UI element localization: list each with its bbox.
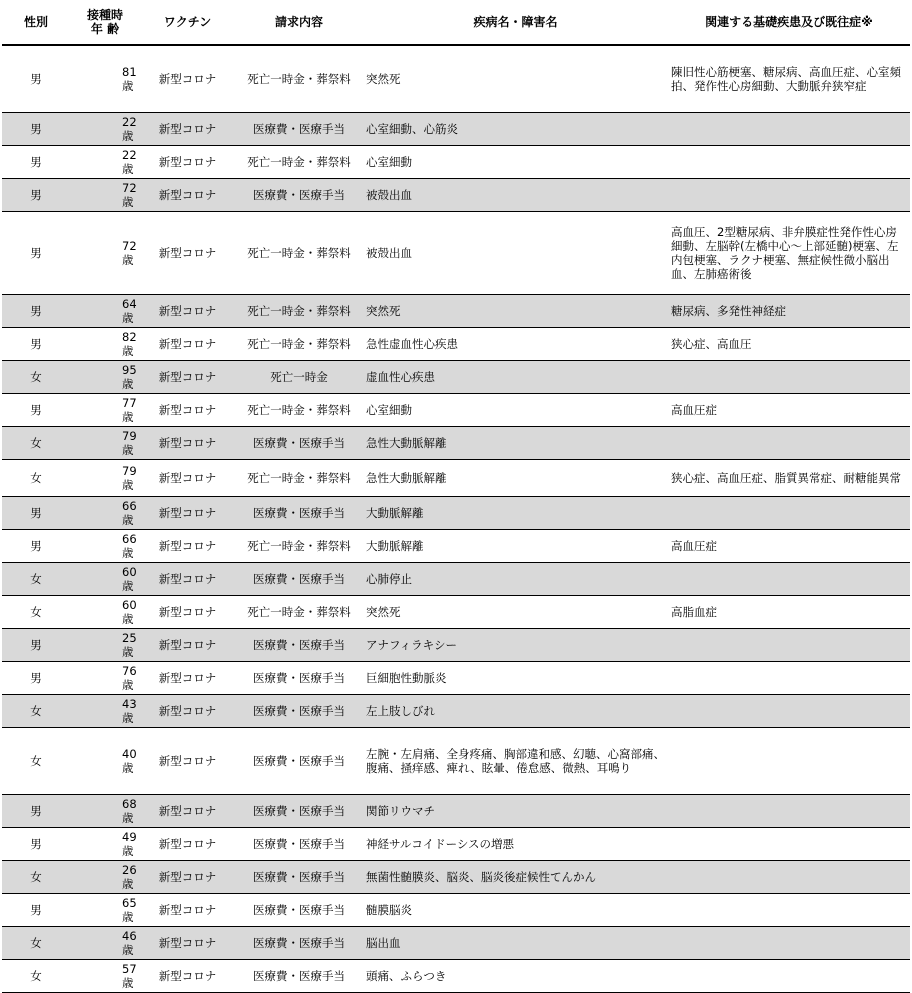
cell-history: [668, 861, 910, 894]
cell-disease: 左上肢しびれ: [363, 695, 668, 728]
cell-claim: 死亡一時金・葬祭料: [235, 530, 363, 563]
cell-sex: 男: [2, 295, 70, 328]
cell-vaccine: 新型コロナ: [140, 563, 235, 596]
cell-disease: 突然死: [363, 45, 668, 113]
cell-age: 66歳: [70, 497, 140, 530]
cell-sex: 女: [2, 960, 70, 993]
cell-history: [668, 563, 910, 596]
cell-age: 57歳: [70, 960, 140, 993]
cell-disease: 急性大動脈解離: [363, 460, 668, 497]
cell-vaccine: 新型コロナ: [140, 113, 235, 146]
cell-vaccine: 新型コロナ: [140, 361, 235, 394]
cell-claim: 医療費・医療手当: [235, 828, 363, 861]
cell-claim: 死亡一時金・葬祭料: [235, 45, 363, 113]
table-row: [2, 113, 910, 146]
table-row: [2, 728, 910, 795]
cell-history: [668, 179, 910, 212]
table-row: [2, 894, 910, 927]
table-row: [2, 695, 910, 728]
table-row: [2, 927, 910, 960]
claims-table: [2, 0, 910, 993]
header-history: 関連する基礎疾患及び既往症※: [668, 0, 910, 45]
cell-sex: 女: [2, 596, 70, 629]
cell-vaccine: 新型コロナ: [140, 427, 235, 460]
cell-age: 81歳: [70, 45, 140, 113]
cell-history: [668, 960, 910, 993]
cell-sex: 女: [2, 460, 70, 497]
cell-age: 79歳: [70, 460, 140, 497]
cell-vaccine: 新型コロナ: [140, 328, 235, 361]
cell-vaccine: 新型コロナ: [140, 497, 235, 530]
cell-age: 72歳: [70, 179, 140, 212]
cell-sex: 男: [2, 497, 70, 530]
cell-sex: 男: [2, 146, 70, 179]
cell-claim: 死亡一時金・葬祭料: [235, 146, 363, 179]
cell-disease: 左腕・左肩痛、全身疼痛、胸部違和感、幻聴、心窩部痛、腹痛、掻痒感、痺れ、眩暈、倦怠感、微熱、耳鳴り: [363, 728, 668, 795]
cell-disease: 脳出血: [363, 927, 668, 960]
cell-sex: 男: [2, 828, 70, 861]
cell-disease: 髄膜脳炎: [363, 894, 668, 927]
cell-sex: 女: [2, 427, 70, 460]
cell-claim: 医療費・医療手当: [235, 662, 363, 695]
cell-age: 43歳: [70, 695, 140, 728]
table-row: [2, 828, 910, 861]
cell-sex: 女: [2, 695, 70, 728]
cell-claim: 死亡一時金・葬祭料: [235, 295, 363, 328]
cell-vaccine: 新型コロナ: [140, 146, 235, 179]
cell-history: [668, 629, 910, 662]
table-row: [2, 662, 910, 695]
cell-age: 65歳: [70, 894, 140, 927]
cell-age: 72歳: [70, 212, 140, 295]
table-header: [2, 0, 910, 45]
cell-age: 68歳: [70, 795, 140, 828]
cell-age: 66歳: [70, 530, 140, 563]
cell-history: [668, 146, 910, 179]
table-row: [2, 427, 910, 460]
cell-history: 高脂血症: [668, 596, 910, 629]
cell-sex: 男: [2, 179, 70, 212]
cell-history: 高血圧、2型糖尿病、非弁膜症性発作性心房細動、左脳幹(左橋中心～上部延髄)梗塞、左内包梗塞、ラクナ梗塞、無症候性微小脳出血、左肺癌術後: [668, 212, 910, 295]
cell-age: 60歳: [70, 563, 140, 596]
header-claim: 請求内容: [235, 0, 363, 45]
cell-sex: 男: [2, 212, 70, 295]
cell-history: 陳旧性心筋梗塞、糖尿病、高血圧症、心室頻拍、発作性心房細動、大動脈弁狭窄症: [668, 45, 910, 113]
cell-history: [668, 795, 910, 828]
cell-age: 49歳: [70, 828, 140, 861]
cell-sex: 女: [2, 563, 70, 596]
cell-history: [668, 927, 910, 960]
table-row: [2, 960, 910, 993]
cell-age: 22歳: [70, 113, 140, 146]
cell-history: 高血圧症: [668, 394, 910, 427]
cell-sex: 男: [2, 795, 70, 828]
cell-history: 高血圧症: [668, 530, 910, 563]
table-row: [2, 563, 910, 596]
cell-vaccine: 新型コロナ: [140, 960, 235, 993]
table-row: [2, 394, 910, 427]
cell-vaccine: 新型コロナ: [140, 728, 235, 795]
cell-disease: 大動脈解離: [363, 497, 668, 530]
cell-history: [668, 695, 910, 728]
cell-sex: 女: [2, 361, 70, 394]
cell-claim: 医療費・医療手当: [235, 927, 363, 960]
table-row: [2, 530, 910, 563]
cell-sex: 男: [2, 394, 70, 427]
cell-age: 46歳: [70, 927, 140, 960]
cell-disease: 急性大動脈解離: [363, 427, 668, 460]
cell-history: [668, 113, 910, 146]
cell-disease: 心肺停止: [363, 563, 668, 596]
cell-vaccine: 新型コロナ: [140, 596, 235, 629]
cell-history: 狭心症、高血圧: [668, 328, 910, 361]
cell-history: [668, 728, 910, 795]
cell-history: [668, 828, 910, 861]
cell-vaccine: 新型コロナ: [140, 662, 235, 695]
table-row: [2, 460, 910, 497]
header-age-line2: 年 齢: [90, 22, 120, 36]
cell-claim: 死亡一時金・葬祭料: [235, 596, 363, 629]
cell-vaccine: 新型コロナ: [140, 861, 235, 894]
cell-disease: 関節リウマチ: [363, 795, 668, 828]
table-row: [2, 861, 910, 894]
cell-claim: 医療費・医療手当: [235, 563, 363, 596]
header-vaccine: ワクチン: [140, 0, 235, 45]
cell-claim: 医療費・医療手当: [235, 795, 363, 828]
cell-disease: 急性虚血性心疾患: [363, 328, 668, 361]
cell-claim: 医療費・医療手当: [235, 113, 363, 146]
cell-sex: 男: [2, 45, 70, 113]
header-row: [2, 0, 910, 45]
cell-history: [668, 662, 910, 695]
cell-sex: 女: [2, 927, 70, 960]
cell-disease: 心室細動、心筋炎: [363, 113, 668, 146]
table-row: [2, 497, 910, 530]
cell-vaccine: 新型コロナ: [140, 45, 235, 113]
table-row: [2, 629, 910, 662]
cell-claim: 医療費・医療手当: [235, 960, 363, 993]
cell-claim: 死亡一時金: [235, 361, 363, 394]
cell-disease: 大動脈解離: [363, 530, 668, 563]
header-age: [70, 0, 140, 45]
cell-disease: 心室細動: [363, 146, 668, 179]
cell-vaccine: 新型コロナ: [140, 460, 235, 497]
cell-claim: 医療費・医療手当: [235, 894, 363, 927]
cell-claim: 医療費・医療手当: [235, 427, 363, 460]
cell-claim: 死亡一時金・葬祭料: [235, 460, 363, 497]
cell-vaccine: 新型コロナ: [140, 212, 235, 295]
cell-claim: 死亡一時金・葬祭料: [235, 212, 363, 295]
table-row: [2, 795, 910, 828]
cell-history: 糖尿病、多発性神経症: [668, 295, 910, 328]
header-disease: 疾病名・障害名: [363, 0, 668, 45]
cell-sex: 男: [2, 629, 70, 662]
cell-disease: 突然死: [363, 295, 668, 328]
table-row: [2, 45, 910, 113]
cell-claim: 死亡一時金・葬祭料: [235, 328, 363, 361]
cell-history: [668, 361, 910, 394]
cell-history: 狭心症、高血圧症、脂質異常症、耐糖能異常: [668, 460, 910, 497]
cell-age: 25歳: [70, 629, 140, 662]
cell-vaccine: 新型コロナ: [140, 894, 235, 927]
cell-disease: 被殻出血: [363, 179, 668, 212]
cell-history: [668, 894, 910, 927]
cell-sex: 男: [2, 113, 70, 146]
cell-vaccine: 新型コロナ: [140, 927, 235, 960]
table-row: [2, 596, 910, 629]
cell-vaccine: 新型コロナ: [140, 295, 235, 328]
cell-disease: 心室細動: [363, 394, 668, 427]
table-body: [2, 45, 910, 993]
cell-age: 76歳: [70, 662, 140, 695]
cell-vaccine: 新型コロナ: [140, 179, 235, 212]
cell-claim: 医療費・医療手当: [235, 497, 363, 530]
table-row: [2, 146, 910, 179]
cell-vaccine: 新型コロナ: [140, 795, 235, 828]
cell-sex: 女: [2, 861, 70, 894]
cell-claim: 死亡一時金・葬祭料: [235, 394, 363, 427]
cell-age: 77歳: [70, 394, 140, 427]
cell-claim: 医療費・医療手当: [235, 861, 363, 894]
table-row: [2, 295, 910, 328]
table-row: [2, 179, 910, 212]
cell-disease: 神経サルコイドーシスの増悪: [363, 828, 668, 861]
cell-disease: 虚血性心疾患: [363, 361, 668, 394]
cell-vaccine: 新型コロナ: [140, 828, 235, 861]
header-sex: 性別: [2, 0, 70, 45]
table-row: [2, 361, 910, 394]
cell-history: [668, 497, 910, 530]
cell-sex: 男: [2, 530, 70, 563]
cell-age: 79歳: [70, 427, 140, 460]
cell-sex: 男: [2, 662, 70, 695]
table-row: [2, 212, 910, 295]
cell-sex: 男: [2, 328, 70, 361]
cell-disease: 巨細胞性動脈炎: [363, 662, 668, 695]
cell-disease: 無菌性髄膜炎、脳炎、脳炎後症候性てんかん: [363, 861, 668, 894]
cell-sex: 女: [2, 728, 70, 795]
cell-claim: 医療費・医療手当: [235, 695, 363, 728]
cell-claim: 医療費・医療手当: [235, 179, 363, 212]
cell-age: 95歳: [70, 361, 140, 394]
header-age-line1: 接種時: [86, 8, 123, 22]
table-row: [2, 328, 910, 361]
cell-age: 40歳: [70, 728, 140, 795]
cell-disease: 頭痛、ふらつき: [363, 960, 668, 993]
cell-age: 60歳: [70, 596, 140, 629]
cell-vaccine: 新型コロナ: [140, 695, 235, 728]
cell-age: 22歳: [70, 146, 140, 179]
cell-vaccine: 新型コロナ: [140, 394, 235, 427]
cell-claim: 医療費・医療手当: [235, 629, 363, 662]
cell-claim: 医療費・医療手当: [235, 728, 363, 795]
cell-age: 26歳: [70, 861, 140, 894]
cell-age: 64歳: [70, 295, 140, 328]
cell-disease: 被殻出血: [363, 212, 668, 295]
cell-age: 82歳: [70, 328, 140, 361]
cell-disease: アナフィラキシー: [363, 629, 668, 662]
cell-vaccine: 新型コロナ: [140, 530, 235, 563]
cell-disease: 突然死: [363, 596, 668, 629]
cell-history: [668, 427, 910, 460]
cell-vaccine: 新型コロナ: [140, 629, 235, 662]
cell-sex: 男: [2, 894, 70, 927]
